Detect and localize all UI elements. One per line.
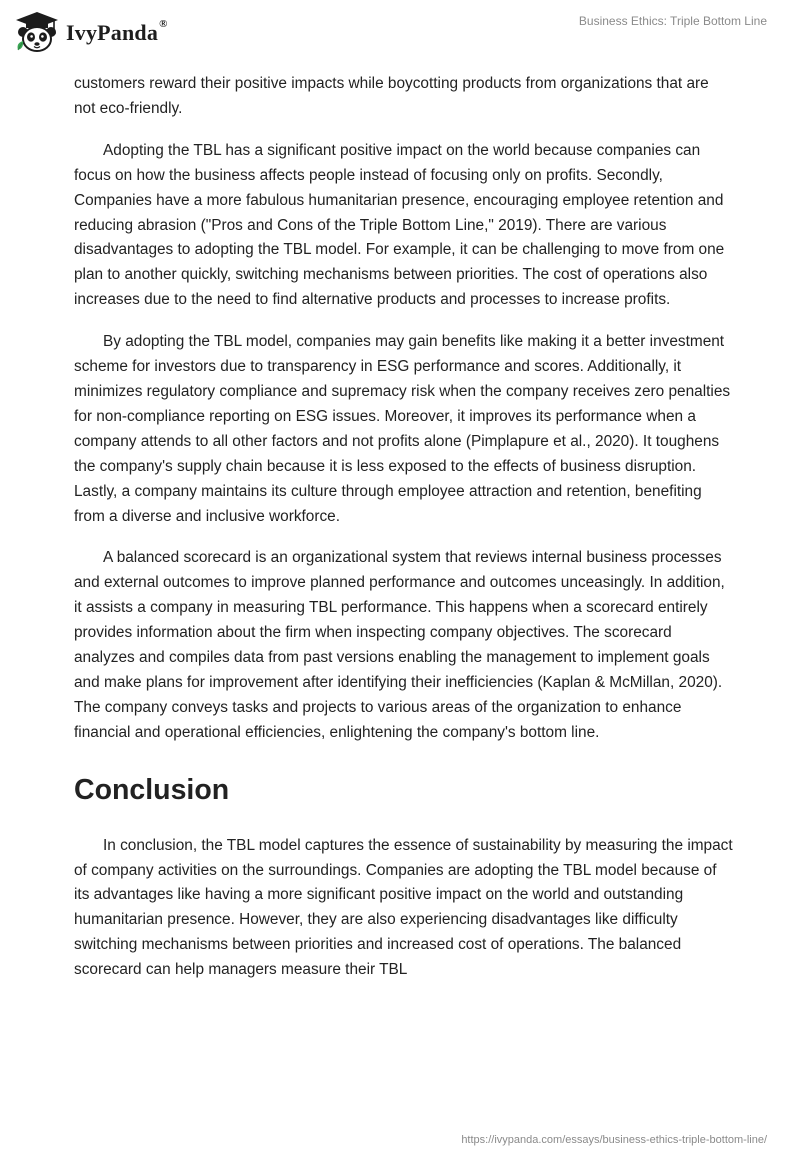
page-header <box>0 0 800 64</box>
registered-mark: ® <box>159 18 168 30</box>
panda-graduate-icon <box>14 10 60 54</box>
ivypanda-logo[interactable] <box>14 10 168 54</box>
paragraph-advantages: Adopting the TBL has a significant positive impact on the world because companies can focus on how the business affects people instead of focusing only on profits. Secondly, Companies have a more fabulous humanitarian presence, encouraging employee retention and reducing abrasion ("Pros and Cons of the Triple Bottom Line," 2019). There are various disadvantages to adopting the TBL model. For example, it can be challenging to move from one plan to another quickly, switching mechanisms between priorities. The cost of operations also increases due to the need to find alternative products and processes to increase profits. <box>74 141 725 309</box>
essay-body <box>74 72 734 1000</box>
paragraph-benefits: By adopting the TBL model, companies may gain benefits like making it a better investment scheme for investors due to transparency in ESG performance and scores. Additionally, it minimizes regulatory compliance and supremacy risk when the company receives zero penalties for non-compliance reporting on ESG issues. Moreover, it improves its performance when a company attends to all other factors and not profits alone (Pimplapure et al., 2020). It toughens the company's supply chain because it is less exposed to the effects of business disruption. Lastly, a company maintains its culture through employee attraction and retention, benefiting from a diverse and inclusive workforce. <box>74 333 731 525</box>
source-url[interactable]: https://ivypanda.com/essays/business-ethics-triple-bottom-line/ <box>461 1134 767 1146</box>
brand-name: IvyPanda® <box>66 18 168 45</box>
paragraph-balanced-scorecard: A balanced scorecard is an organizational system that reviews internal business processes and external outcomes to improve planned performance and outcomes unceasingly. In addition, it assists a company in measuring TBL performance. This happens when a scorecard entirely provides information about the firm when inspecting company objectives. The scorecard analyzes and compiles data from past versions enabling the management to implement goals and make plans for improvement after identifying their inefficiencies (Kaplan & McMillan, 2020). The company conveys tasks and projects to various areas of the organization to enhance financial and operational efficiencies, enlightening the company's bottom line. <box>74 549 725 741</box>
conclusion-heading: Conclusion <box>74 773 230 806</box>
paragraph-continuation: customers reward their positive impacts while boycotting products from organizations that are not eco-friendly. <box>74 75 709 117</box>
document-title: Business Ethics: Triple Bottom Line <box>578 14 767 28</box>
paragraph-conclusion: In conclusion, the TBL model captures the essence of sustainability by measuring the impact of company activities on the surroundings. Companies are adopting the TBL model because of its advantages like having a more significant positive impact on the world and outstanding humanitarian presence. However, they are also experiencing disadvantages like difficulty switching mechanisms between priorities and increased cost of operations. The balanced scorecard can help managers measure their TBL <box>74 836 733 979</box>
